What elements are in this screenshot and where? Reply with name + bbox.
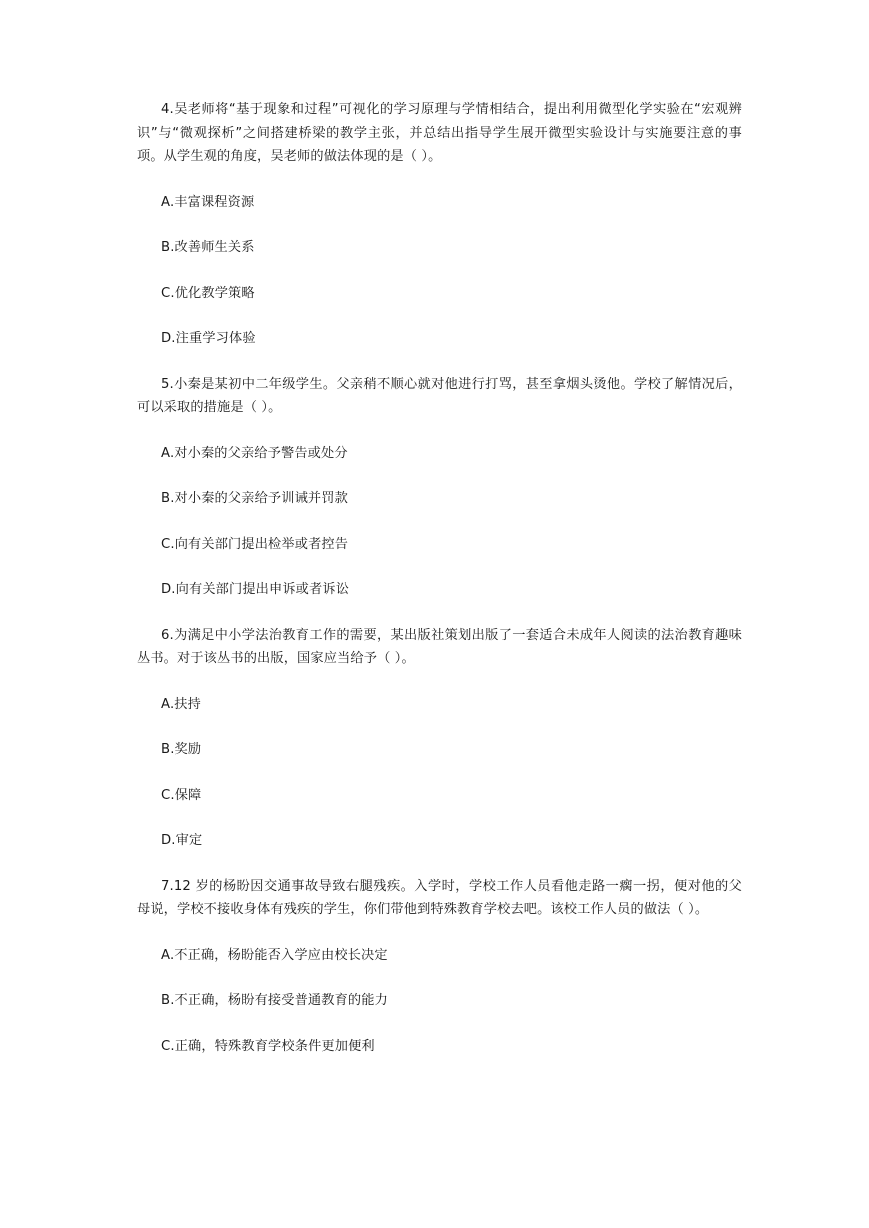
- question-text: 4.吴老师将“基于现象和过程”可视化的学习原理与学情相结合，提出利用微型化学实验在“宏观辨识”与“微观探析”之间搭建桥梁的教学主张，并总结出指导学生展开微型实验设计与实施要注意的事项。从学生观的角度，吴老师的做法体现的是（ ）。: [137, 102, 742, 164]
- option-b: B.对小秦的父亲给予训诫并罚款: [161, 491, 348, 506]
- option-a: A.对小秦的父亲给予警告或处分: [161, 445, 348, 461]
- option-b: B.不正确，杨盼有接受普通教育的能力: [161, 993, 388, 1008]
- question-block: [137, 875, 742, 1059]
- option-c: C.保障: [161, 787, 202, 803]
- option-d: D.审定: [161, 833, 203, 848]
- option-d: D.向有关部门提出申诉或者诉讼: [161, 582, 350, 597]
- question-block: [137, 98, 742, 373]
- option-c: C.优化教学策略: [161, 285, 255, 301]
- question-text: 7.12 岁的杨盼因交通事故导致右腿残疾。入学时，学校工作人员看他走路一瘸一拐，便对他的父母说，学校不接收身体有残疾的学生，你们带他到特殊教育学校去吧。该校工作人员的做法（ ）。: [137, 878, 742, 917]
- question-block: [137, 373, 742, 624]
- option-c: C.向有关部门提出检举或者控告: [161, 536, 349, 552]
- option-c: C.正确，特殊教育学校条件更加便利: [161, 1038, 375, 1054]
- option-a: A.扶持: [161, 696, 201, 712]
- option-b: B.奖励: [161, 742, 202, 757]
- question-text: 5.小秦是某初中二年级学生。父亲稍不顺心就对他进行打骂，甚至拿烟头烫他。学校了解情况后，可以采取的措施是（ ）。: [137, 376, 742, 415]
- question-text: 6.为满足中小学法治教育工作的需要，某出版社策划出版了一套适合未成年人阅读的法治教育趣味丛书。对于该丛书的出版，国家应当给予（ ）。: [137, 627, 742, 666]
- option-d: D.注重学习体验: [161, 331, 256, 346]
- question-block: [137, 624, 742, 875]
- option-a: A.不正确，杨盼能否入学应由校长决定: [161, 947, 388, 963]
- option-a: A.丰富课程资源: [161, 194, 255, 210]
- document-content: [137, 98, 742, 1058]
- option-b: B.改善师生关系: [161, 240, 255, 255]
